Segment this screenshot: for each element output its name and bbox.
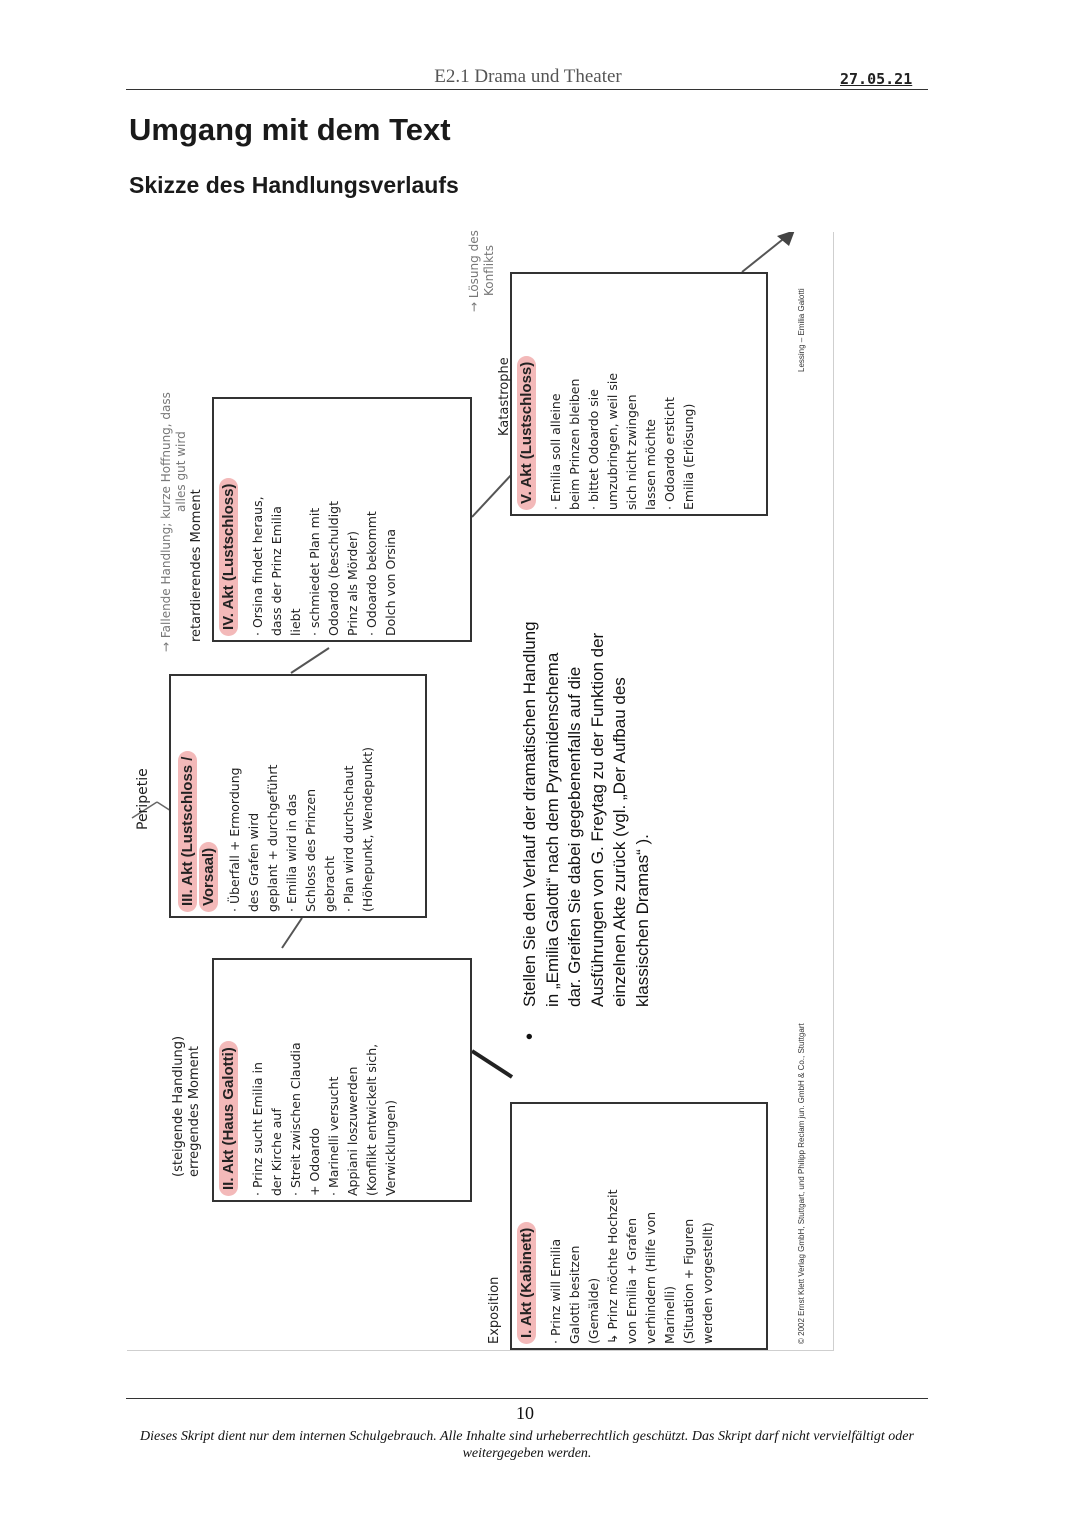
act-5-box: [510, 272, 768, 516]
act-1-label: Exposition: [487, 1276, 502, 1344]
act-4-title: IV. Akt (Lustschloss): [220, 478, 237, 636]
act-3-notes: · Überfall + Ermordung des Grafen wird geplant + durchgeführt · Emilia wird in das Schloss des Prinzen gebracht · Plan wird durchschaut (Höhepunkt, Wendepunkt): [227, 746, 375, 912]
act-1-notes: · Prinz will Emilia Galotti besitzen (Gemälde) ↳ Prinz möchte Hochzeit von Emilia + Grafen verhindern (Hilfe von Marinelli) (Situation + Figuren werden vorgestellt): [548, 1189, 715, 1344]
pyramid-scheme-figure: [127, 232, 834, 1351]
copyright-credit: © 2002 Ernst Klett Verlag GmbH, Stuttgart, und Philipp Reclam jun. GmbH & Co., Stuttgart: [797, 1023, 806, 1344]
handwritten-date: 27.05.21: [840, 70, 913, 88]
act-1-box: [510, 1102, 768, 1350]
page-number: 10: [516, 1403, 534, 1423]
header-rule: [126, 89, 928, 90]
act-3-box: [169, 674, 427, 918]
act-1-title: I. Akt (Kabinett): [518, 1222, 535, 1344]
task-instructions: Stellen Sie den Verlauf der dramatischen Handlung in „Emilia Galotti“ nach dem Pyramidenschema dar. Greifen Sie dabei gegebenenfalls auf die Ausführungen von G. Freytag zu der Funktion der einzelnen Akte zurück (vgl. „Der Aufbau des klassischen Dramas“ ).: [520, 621, 652, 1007]
document-header-title: E2.1 Drama und Theater: [434, 66, 622, 87]
page-title: Umgang mit dem Text: [129, 112, 451, 147]
act-2-box: [212, 958, 472, 1202]
arrow-head-icon: [777, 232, 795, 246]
act-2-label: (steigende Handlung) erregendes Moment: [171, 1035, 202, 1177]
act-5-title: V. Akt (Lustschloss): [518, 356, 535, 510]
connector-act2-act3: [282, 918, 302, 948]
act-2-title: II. Akt (Haus Galotti): [220, 1041, 237, 1196]
act-4-notes: · Orsina findet heraus, dass der Prinz Emilia liebt · schmiedet Plan mit Odoardo (beschuldigt Prinz als Mörder) · Odoardo bekommt Dolch von Orsina: [250, 496, 398, 636]
connector-act5-arrow: [742, 236, 787, 272]
act-4-label: → Fallende Handlung; kurze Hoffnung, dass alles gut wird retardierendes Moment: [159, 392, 204, 652]
task-bullet: •: [519, 1032, 541, 1040]
source-credit: Lessing – Emilia Galotti: [797, 288, 806, 372]
act-3-title: III. Akt (Lustschloss / Vorsaal): [177, 751, 219, 912]
act-5-notes: · Emilia soll alleine beim Prinzen bleiben · bittet Odoardo sie umzubringen, weil sie sich nicht zwingen lassen möchte · Odoardo ersticht Emilia (Erlösung): [548, 372, 696, 510]
footer-rule: [126, 1398, 928, 1399]
section-subtitle: Skizze des Handlungsverlaufs: [129, 172, 459, 198]
act-5-label: → Lösung des Konflikts Katastrophe: [467, 230, 512, 436]
connector-act4-act5: [472, 474, 512, 517]
act-2-notes: · Prinz sucht Emilia in der Kirche auf · Streit zwischen Claudia + Odoardo · Marinelli versucht Appiani loszuwerden (Konflikt entwickelt sich, Verwicklungen): [250, 1042, 398, 1196]
connector-act1-act2: [472, 1051, 512, 1077]
act-3-label: Peripetie: [135, 768, 151, 830]
footer-notice: Dieses Skript dient nur dem internen Schulgebrauch. Alle Inhalte sind urheberrechtlich geschützt. Das Skript darf nicht vervielfältigt oder weitergegeben werden.: [140, 1429, 914, 1461]
connector-act3-act4: [291, 648, 329, 673]
act-4-box: [212, 397, 472, 642]
